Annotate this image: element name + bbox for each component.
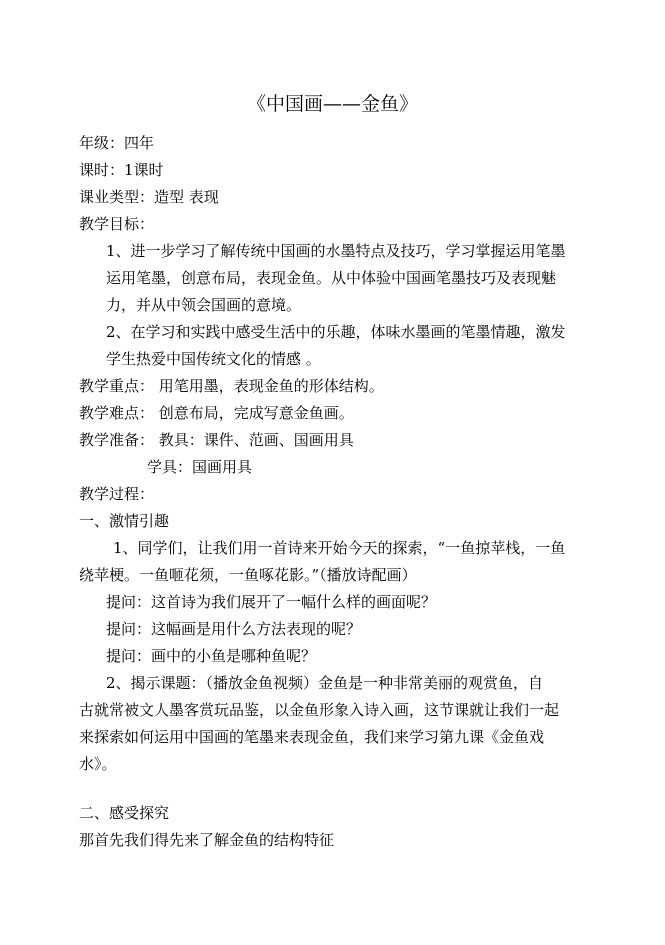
section1-p2-line1: 2、揭示课题：（播放金鱼视频）金鱼是一种非常美丽的观赏鱼，自 — [106, 674, 544, 692]
goal1-line1: 1、进一步学习了解传统中国画的水墨特点及技巧，学习掌握运用笔墨 — [106, 242, 566, 260]
document-title: 《中国画——金鱼》 — [246, 93, 418, 115]
hours-line: 课时：1课时 — [79, 161, 164, 179]
process-heading: 教学过程： — [79, 485, 155, 503]
section2-line1: 那首先我们得先来了解金鱼的结构特征 — [79, 831, 335, 849]
section1-p2-line2: 古就常被文人墨客赏玩品鉴，以金鱼形象入诗入画，这节课就让我们一起 — [79, 701, 560, 719]
lesson-type-line: 课业类型：造型 表现 — [79, 188, 219, 206]
section2-heading: 二、感受探究 — [79, 804, 170, 822]
section1-heading: 一、激情引趣 — [79, 512, 170, 530]
goal2-line1: 2、在学习和实践中感受生活中的乐趣，体味水墨画的笔墨情趣，激发 — [106, 323, 566, 341]
difficulty-line: 教学难点： 创意布局，完成写意金鱼画。 — [79, 404, 354, 422]
section1-p1-line2: 绕苹梗。一鱼咂花须，一鱼啄花影。”（播放诗配画） — [79, 566, 417, 584]
goals-heading: 教学目标： — [79, 215, 155, 233]
section1-p2-line3: 来探索如何运用中国画的笔墨来表现金鱼，我们来学习第九课《金鱼戏 — [79, 728, 545, 746]
question-3: 提问：画中的小鱼是哪种鱼呢？ — [106, 647, 317, 665]
question-2: 提问：这幅画是用什么方法表现的呢？ — [106, 620, 362, 638]
goal2-line2: 学生热爱中国传统文化的情感 。 — [106, 350, 321, 368]
goal1-line3: 力，并从中领会国画的意境。 — [106, 296, 302, 314]
goal1-line2: 运用笔墨，创意布局，表现金鱼。从中体验中国画笔墨技巧及表现魅 — [106, 269, 557, 287]
grade-line: 年级：四年 — [79, 134, 155, 152]
preparation-teacher-line: 教学准备： 教具：课件、范画、国画用具 — [79, 431, 354, 449]
preparation-student-line: 学具：国画用具 — [147, 458, 253, 476]
section1-p2-line4: 水》。 — [79, 755, 117, 773]
key-point-line: 教学重点： 用笔用墨，表现金鱼的形体结构。 — [79, 377, 384, 395]
question-1: 提问：这首诗为我们展开了一幅什么样的画面呢？ — [106, 593, 437, 611]
section1-p1-line1: 1、同学们，让我们用一首诗来开始今天的探索，“一鱼掠苹栈，一鱼 — [113, 539, 566, 557]
